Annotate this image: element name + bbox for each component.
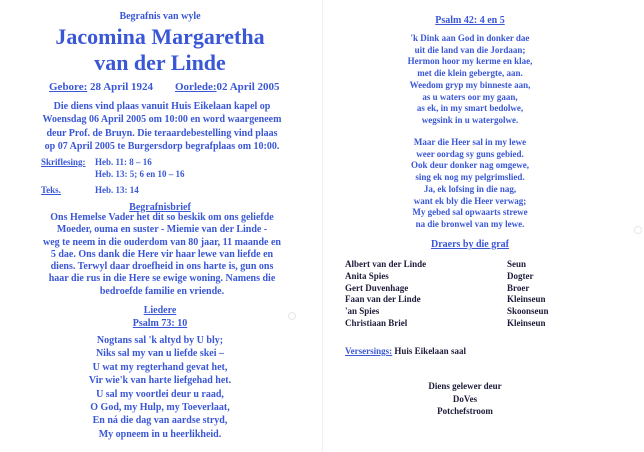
letter-line: Moeder, ouma en suster - Miemie van der Linde - xyxy=(56,224,268,236)
verse-line: na die bronwel van my lewe. xyxy=(415,218,525,229)
letter-line: Ons Hemelse Vader het dit so beskik om ons geliefde xyxy=(50,212,274,223)
name-line-1: Jacomina Margaretha xyxy=(55,24,265,49)
died-date: 02 April 2005 xyxy=(216,81,280,93)
credit-line: DoVes xyxy=(452,393,478,404)
verse-line: Vir wie'k van harte liefgehad het. xyxy=(88,375,232,387)
verse-line: My opneem in u heerlikheid. xyxy=(98,428,222,440)
verse-line: Maar die Heer sal in my lewe xyxy=(413,137,527,147)
reading-refs xyxy=(95,156,185,180)
bearer-name: Anita Spies xyxy=(345,270,389,281)
born-row xyxy=(49,81,153,94)
verse-line: Nogtans sal 'k altyd by U bly; xyxy=(96,335,224,346)
letter-line: weg te neem in die ouderdom van 80 jaar, 11 maande en xyxy=(43,236,281,248)
letter-line: bedroefde familie en vriende. xyxy=(99,285,225,297)
reading-ref: Heb. 13: 5; 6 en 10 – 16 xyxy=(95,169,185,179)
header: Begrafnis van wyle xyxy=(119,11,201,22)
credit xyxy=(390,380,540,418)
reading-ref: Heb. 11: 8 – 16 xyxy=(95,157,152,167)
service-line: op 07 April 2005 te Burgersdorp begrafplaas om 10:00. xyxy=(44,141,280,153)
letter-line: diens. Terwyl daar droefheid in ons harte is, gun ons xyxy=(50,261,274,273)
name-line-2: van der Linde xyxy=(94,50,226,75)
reading-label: Skriflesing: xyxy=(41,157,86,167)
bearer-name: Faan van der Linde xyxy=(345,294,421,305)
letter-text xyxy=(14,212,310,298)
songs-title: Liedere xyxy=(143,305,177,316)
bearer-relations xyxy=(507,259,549,330)
psalm42-verse-1 xyxy=(350,33,590,127)
bearer-relation: Kleinseun xyxy=(507,294,546,305)
verse-line: wegsink in u watergolwe. xyxy=(421,114,519,125)
verse-line: Ja, ek lofsing in die nag, xyxy=(423,183,517,194)
verse-line: as ek, in my smart bedolwe, xyxy=(416,103,524,114)
text-label: Teks. xyxy=(41,185,61,195)
verse-line: uit die land van die Jordaan; xyxy=(414,44,526,55)
verse-line: Hermon hoor my kerme en klae, xyxy=(407,56,533,67)
psalm73-verse xyxy=(40,334,280,441)
verse-line: Weedom gryp my binneste aan, xyxy=(409,79,531,90)
verse-line: My gebed sal opwaarts strewe xyxy=(412,207,528,218)
verse-line: weer oordag sy guns gebied. xyxy=(416,148,524,159)
bearer-relation: Seun xyxy=(507,259,527,269)
letter-title: Begrafnisbrief xyxy=(129,202,191,213)
died-row xyxy=(175,81,280,94)
service-line: deur Prof. de Bruyn. Die teraardebestelling vind plaas xyxy=(46,127,278,139)
refresh-value: Huis Eikelaan saal xyxy=(394,346,466,356)
verse-line: En ná die dag van aardse stryd, xyxy=(92,415,228,427)
bearer-names xyxy=(345,259,426,330)
service-text xyxy=(14,100,310,154)
bearers-title: Draers by die graf xyxy=(430,239,510,250)
bearer-relation: Dogter xyxy=(507,270,534,281)
psalm42-verse-2 xyxy=(350,137,590,231)
verse-line: U wat my regterhand gevat het, xyxy=(92,361,228,373)
service-line: Woensdag 06 April 2005 om 10:00 en word waargeneem xyxy=(42,114,282,126)
verse-line: U sal my voortlei deur u raad, xyxy=(96,388,224,400)
letter-line: 5 dae. Ons dank die Here vir haar lewe van liefde en xyxy=(50,248,274,260)
bearer-relation: Skoonseun xyxy=(507,306,549,317)
paper-mark xyxy=(288,312,296,320)
bearer-name: Albert van der Linde xyxy=(345,259,427,269)
credit-line: Diens gelewer deur xyxy=(428,381,502,391)
psalm42-title: Psalm 42: 4 en 5 xyxy=(435,15,505,26)
verse-line: want ek bly die Heer verwag; xyxy=(413,195,527,206)
verse-line: Niks sal my van u liefde skei – xyxy=(95,348,225,360)
refresh-row xyxy=(345,345,466,357)
verse-line: O God, my Hulp, my Toeverlaat, xyxy=(90,402,230,414)
verse-line: Ook deur donker nag omgewe, xyxy=(411,160,529,171)
verse-line: met die klein gebergte, aan. xyxy=(417,68,523,79)
bearer-relation: Broer xyxy=(507,282,530,293)
credit-line: Potchefstroom xyxy=(437,406,493,416)
born-label: Gebore: xyxy=(49,81,88,93)
paper-mark xyxy=(634,226,642,234)
text-ref: Heb. 13: 14 xyxy=(95,185,139,195)
verse-line: 'k Dink aan God in donker dae xyxy=(410,33,530,43)
died-label: Oorlede: xyxy=(175,81,217,93)
psalm73-title: Psalm 73: 10 xyxy=(132,318,188,329)
bearer-name: 'an Spies xyxy=(345,306,380,317)
verse-line: as u waters oor my gaan, xyxy=(422,91,518,102)
bearer-name: Christiaan Briel xyxy=(345,317,408,328)
letter-line: haar die rus in die Here se ewige woning. Namens die xyxy=(48,273,276,285)
refresh-label: Versersings: xyxy=(345,346,393,356)
verse-line: sing ek nog my pelgrimslied. xyxy=(415,172,525,183)
bearer-name: Gert Duvenhage xyxy=(345,282,409,293)
born-date: 28 April 1924 xyxy=(90,81,153,93)
service-line: Die diens vind plaas vanuit Huis Eikelaan kapel op xyxy=(53,101,271,112)
bearer-relation: Kleinseun xyxy=(507,317,546,328)
fold-line xyxy=(322,0,323,452)
